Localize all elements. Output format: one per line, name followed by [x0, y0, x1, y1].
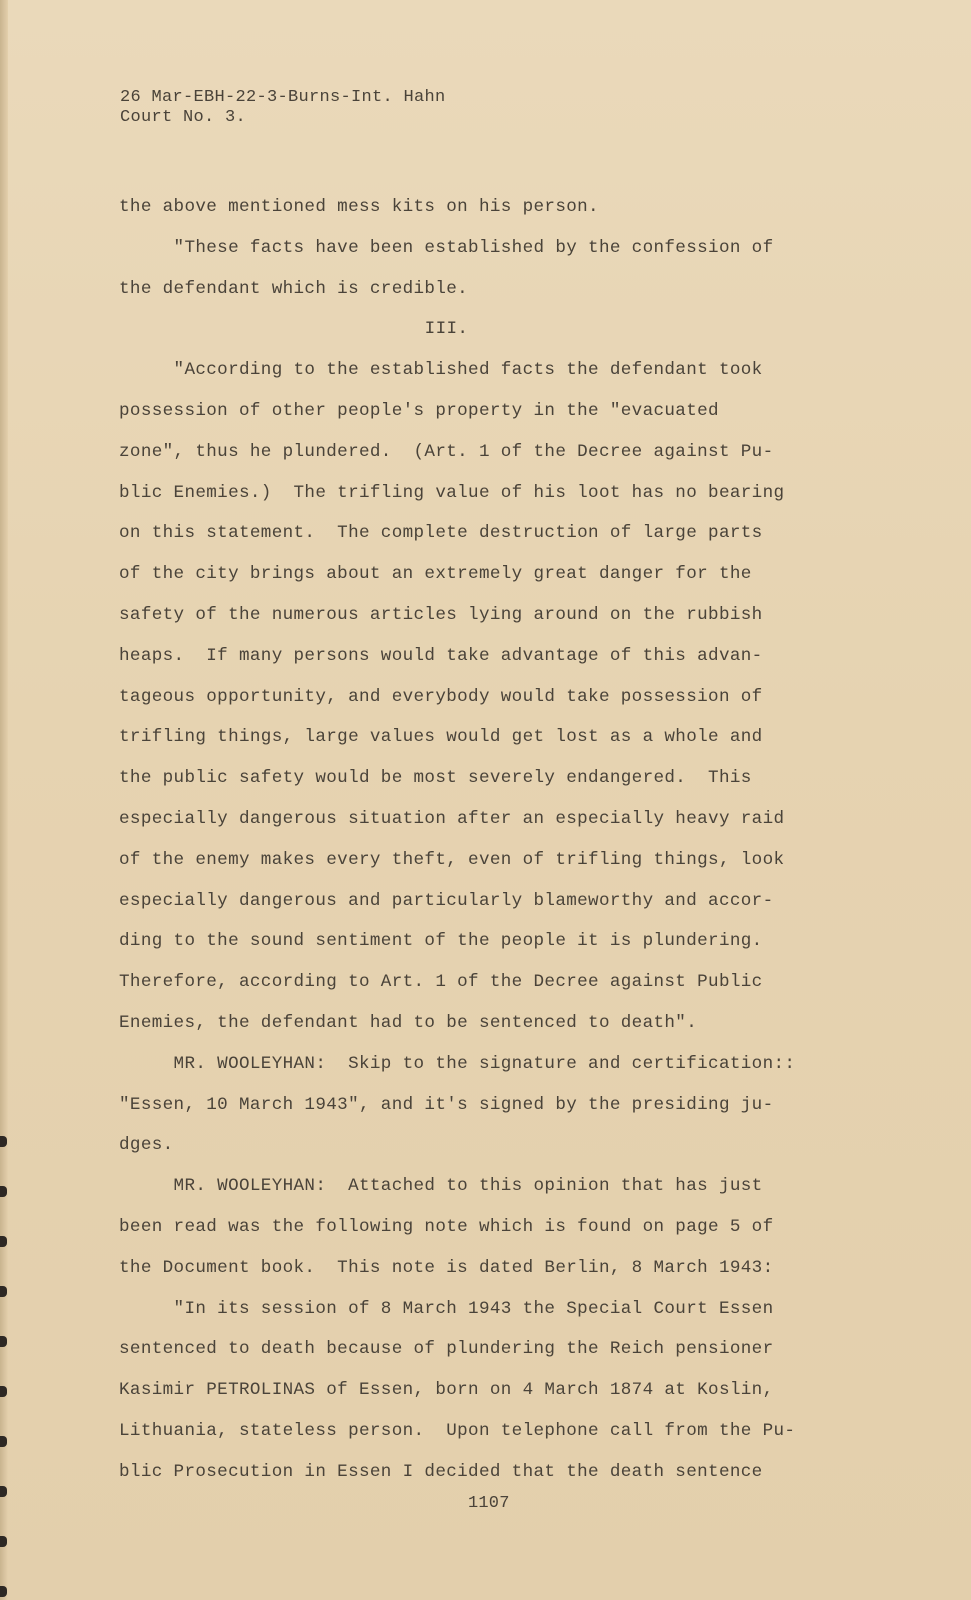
text-line: MR. WOOLEYHAN: Attached to this opinion that has just	[119, 1176, 763, 1197]
text-line: been read was the following note which is found on page 5 of	[119, 1216, 774, 1237]
text-line: "According to the established facts the defendant took	[119, 360, 763, 381]
text-line: the Document book. This note is dated Berlin, 8 March 1943:	[119, 1257, 774, 1278]
binding-hole	[0, 1536, 7, 1547]
text-line: sentenced to death because of plundering the Reich pensioner	[119, 1339, 774, 1360]
binding-hole	[0, 1436, 7, 1447]
header-line: Court No. 3.	[120, 108, 247, 127]
header-line: 26 Mar-EBH-22-3-Burns-Int. Hahn	[120, 88, 446, 107]
binding-hole	[0, 1336, 7, 1347]
text-line: tageous opportunity, and everybody would take possession of	[119, 686, 763, 707]
text-line: of the city brings about an extremely great danger for the	[119, 564, 752, 585]
binding-hole	[0, 1286, 7, 1297]
binding-hole	[0, 1586, 7, 1597]
text-line: the above mentioned mess kits on his person.	[119, 197, 599, 217]
text-line: the public safety would be most severely endangered. This	[119, 768, 752, 789]
text-line: especially dangerous and particularly blameworthy and accor-	[119, 890, 774, 911]
text-line: "In its session of 8 March 1943 the Special Court Essen	[119, 1298, 774, 1319]
page-number: 1107	[468, 1494, 510, 1513]
text-line: especially dangerous situation after an especially heavy raid	[119, 808, 785, 829]
transcript-body	[119, 187, 889, 1493]
text-line: the defendant which is credible.	[119, 278, 469, 299]
text-line: zone", thus he plundered. (Art. 1 of the Decree against Pu-	[119, 441, 774, 462]
text-line: Lithuania, stateless person. Upon telephone call from the Pu-	[119, 1420, 796, 1441]
text-line: trifling things, large values would get lost as a whole and	[119, 727, 763, 748]
text-line: of the enemy makes every theft, even of trifling things, look	[119, 849, 785, 870]
binding-edge	[0, 0, 8, 1600]
text-line: "Essen, 10 March 1943", and it's signed by the presiding ju-	[119, 1094, 774, 1115]
binding-hole	[0, 1486, 7, 1497]
text-line: possession of other people's property in the "evacuated	[119, 400, 719, 421]
binding-hole	[0, 1186, 7, 1197]
text-line: Enemies, the defendant had to be sentenced to death".	[119, 1012, 698, 1033]
binding-hole	[0, 1236, 7, 1247]
text-line: heaps. If many persons would take advantage of this advan-	[119, 645, 763, 666]
text-line: MR. WOOLEYHAN: Skip to the signature and certification::	[119, 1053, 796, 1074]
binding-hole	[0, 1386, 7, 1397]
section-heading: III.	[424, 319, 469, 340]
document-header	[120, 88, 446, 128]
binding-hole	[0, 1136, 7, 1147]
text-line: blic Prosecution in Essen I decided that the death sentence	[119, 1461, 763, 1482]
text-line: dges.	[119, 1135, 174, 1156]
text-line: Kasimir PETROLINAS of Essen, born on 4 March 1874 at Koslin,	[119, 1380, 774, 1401]
text-line: blic Enemies.) The trifling value of his loot has no bearing	[119, 482, 785, 503]
text-line: on this statement. The complete destruction of large parts	[119, 523, 763, 544]
text-line: safety of the numerous articles lying around on the rubbish	[119, 604, 763, 625]
text-line: ding to the sound sentiment of the people it is plundering.	[119, 931, 763, 952]
text-line: Therefore, according to Art. 1 of the Decree against Public	[119, 972, 763, 993]
text-line: "These facts have been established by the confession of	[119, 237, 774, 258]
